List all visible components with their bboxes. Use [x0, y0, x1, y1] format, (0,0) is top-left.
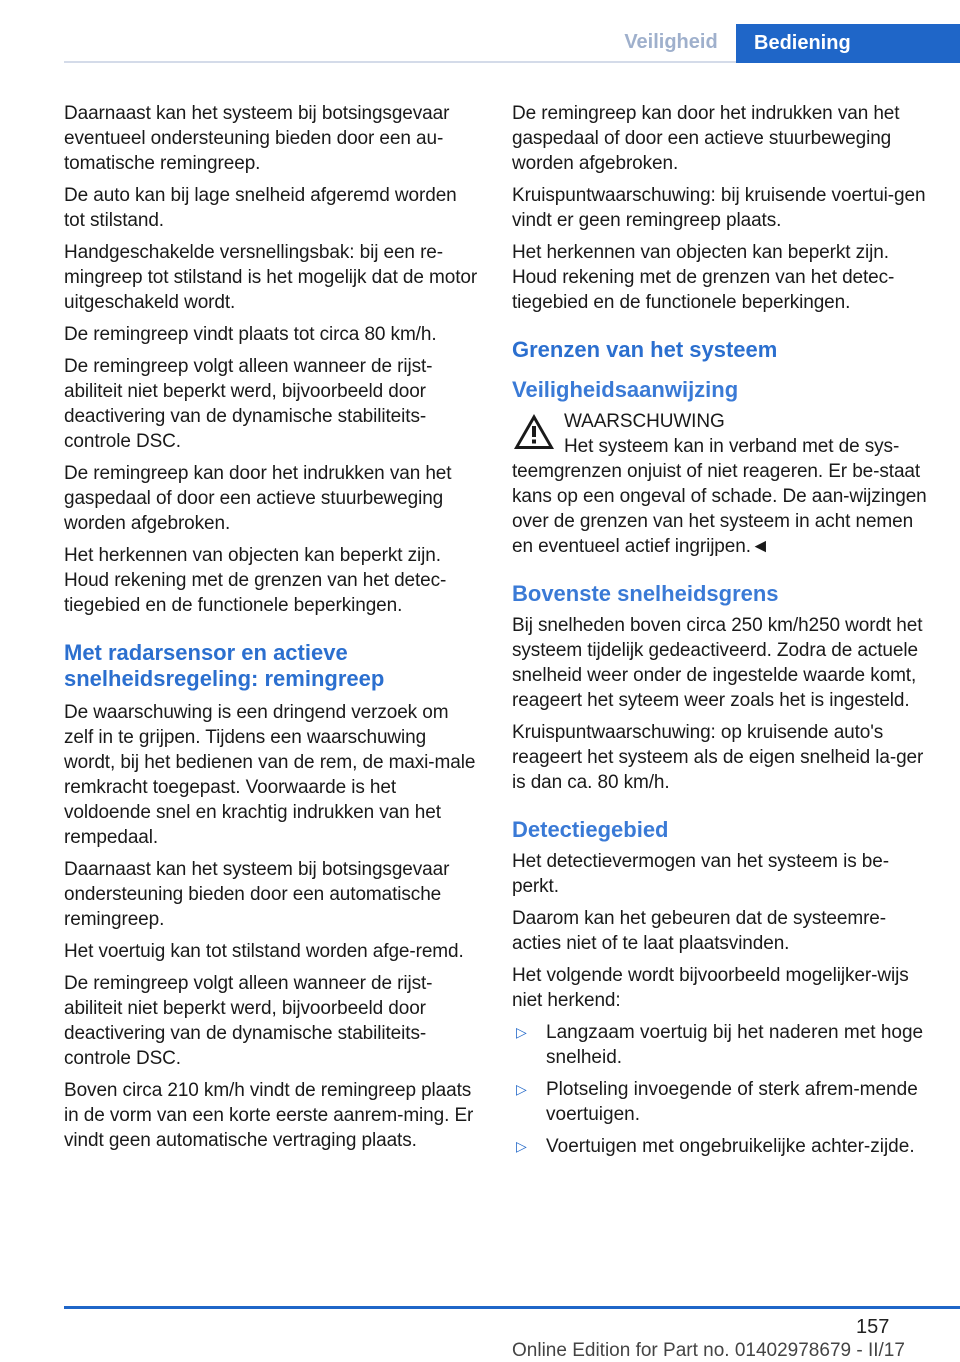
- paragraph: Kruispuntwaarschuwing: bij kruisende voertui‐gen vindt er geen remingreep plaats.: [512, 185, 926, 231]
- subsection-heading: Bovenste snelheidsgrens: [512, 581, 779, 606]
- left-column: [64, 101, 480, 1160]
- paragraph: De remingreep volgt alleen wanneer de rijst‐abiliteit niet beperkt werd, bijvoorbeeld door deactivering van de dynamische stabiliteits‐controle DSC.: [64, 356, 433, 452]
- paragraph: De remingreep vindt plaats tot circa 80 km/h.: [64, 324, 437, 345]
- paragraph: Boven circa 210 km/h vindt de remingreep plaats in de vorm van een korte eerste aanrem‐ming. Er vindt geen automatische vertraging plaats.: [64, 1080, 474, 1151]
- paragraph: Het herkennen van objecten kan beperkt zijn. Houd rekening met de grenzen van het detec‐tiegebied en de functionele beperkingen.: [64, 545, 447, 616]
- paragraph: Bij snelheden boven circa 250 km/h250 wordt het systeem tijdelijk gedeactiveerd. Zodra de actuele snelheid weer onder de ingestelde waarde komt, reageert het syteem weer zoals het is ingesteld.: [512, 615, 923, 711]
- warning-title: WAARSCHUWING: [564, 411, 725, 432]
- paragraph: Het detectievermogen van het systeem is be‐perkt.: [512, 851, 889, 897]
- page-number: 157: [856, 1316, 890, 1338]
- list-item: [512, 1134, 932, 1159]
- warning-block: [512, 409, 932, 459]
- list-item: [512, 1020, 932, 1070]
- tab-veiligheid[interactable]: Veiligheid: [624, 31, 718, 53]
- paragraph: Handgeschakelde versnellingsbak: bij een re‐mingreep tot stilstand is het mogelijk dat de motor uitgeschakeld wordt.: [64, 242, 478, 313]
- paragraph: De auto kan bij lage snelheid afgeremd worden tot stilstand.: [64, 185, 457, 231]
- section-heading: Met radarsensor en actieve snelheidsregeling: remingreep: [64, 640, 385, 691]
- paragraph: De remingreep kan door het indrukken van het gaspedaal of door een actieve stuurbeweging worden afgebroken.: [512, 103, 900, 174]
- paragraph: Daarnaast kan het systeem bij botsingsgevaar eventueel ondersteuning bieden door een au‐tomatische remingreep.: [64, 103, 450, 174]
- subsection-heading: Veiligheidsaanwijzing: [512, 377, 739, 402]
- list-item-text: Langzaam voertuig bij het naderen met hoge snelheid.: [546, 1022, 924, 1068]
- triangle-bullet-icon: ▷: [516, 1024, 527, 1040]
- list-item-text: Plotseling invoegende of sterk afrem‐mende voertuigen.: [546, 1079, 918, 1125]
- paragraph: De remingreep kan door het indrukken van het gaspedaal of door een actieve stuurbeweging worden afgebroken.: [64, 463, 452, 534]
- right-column: [512, 101, 932, 1166]
- warning-text-continued: teemgrenzen onjuist of niet reageren. Er be‐staat kans op een ongeval of schade. De aan‐wijzingen over de grenzen van het systeem in acht nemen en eventueel actief ingrijpen.◄: [512, 461, 927, 557]
- footer-rule: [64, 1306, 960, 1309]
- paragraph: De waarschuwing is een dringend verzoek om zelf in te grijpen. Tijdens een waarschuwing wordt, bij het bedienen van de rem, de maxi‐male remkracht toegepast. Voorwaarde is het voldoende snel en krachtig indrukken van het rempedaal.: [64, 702, 476, 848]
- section-heading: Grenzen van het systeem: [512, 337, 778, 362]
- warning-triangle-icon: [512, 411, 556, 451]
- triangle-bullet-icon: ▷: [516, 1081, 527, 1097]
- bullet-list: [512, 1020, 932, 1159]
- tab-bediening[interactable]: Bediening: [736, 24, 960, 63]
- edition-note: Online Edition for Part no. 01402978679 - II/17: [512, 1340, 905, 1361]
- triangle-bullet-icon: ▷: [516, 1138, 527, 1154]
- paragraph: Daarom kan het gebeuren dat de systeemre‐acties niet of te laat plaatsvinden.: [512, 908, 886, 954]
- warning-text: Het systeem kan in verband met de sys‐: [564, 436, 900, 457]
- subsection-heading: Detectiegebied: [512, 817, 669, 842]
- paragraph: Daarnaast kan het systeem bij botsingsgevaar ondersteuning bieden door een automatische remingreep.: [64, 859, 450, 930]
- list-item-text: Voertuigen met ongebruikelijke achter‐zijde.: [546, 1136, 915, 1157]
- paragraph: De remingreep volgt alleen wanneer de rijst‐abiliteit niet beperkt werd, bijvoorbeeld door deactivering van de dynamische stabiliteits‐controle DSC.: [64, 973, 433, 1069]
- paragraph: Het herkennen van objecten kan beperkt zijn. Houd rekening met de grenzen van het detec‐tiegebied en de functionele beperkingen.: [512, 242, 895, 313]
- paragraph: Kruispuntwaarschuwing: op kruisende auto's reageert het systeem als de eigen snelheid la‐ger is dan ca. 80 km/h.: [512, 722, 924, 793]
- paragraph: Het volgende wordt bijvoorbeeld mogelijker‐wijs niet herkend:: [512, 965, 909, 1011]
- paragraph: Het voertuig kan tot stilstand worden afge‐remd.: [64, 941, 464, 962]
- list-item: [512, 1077, 932, 1127]
